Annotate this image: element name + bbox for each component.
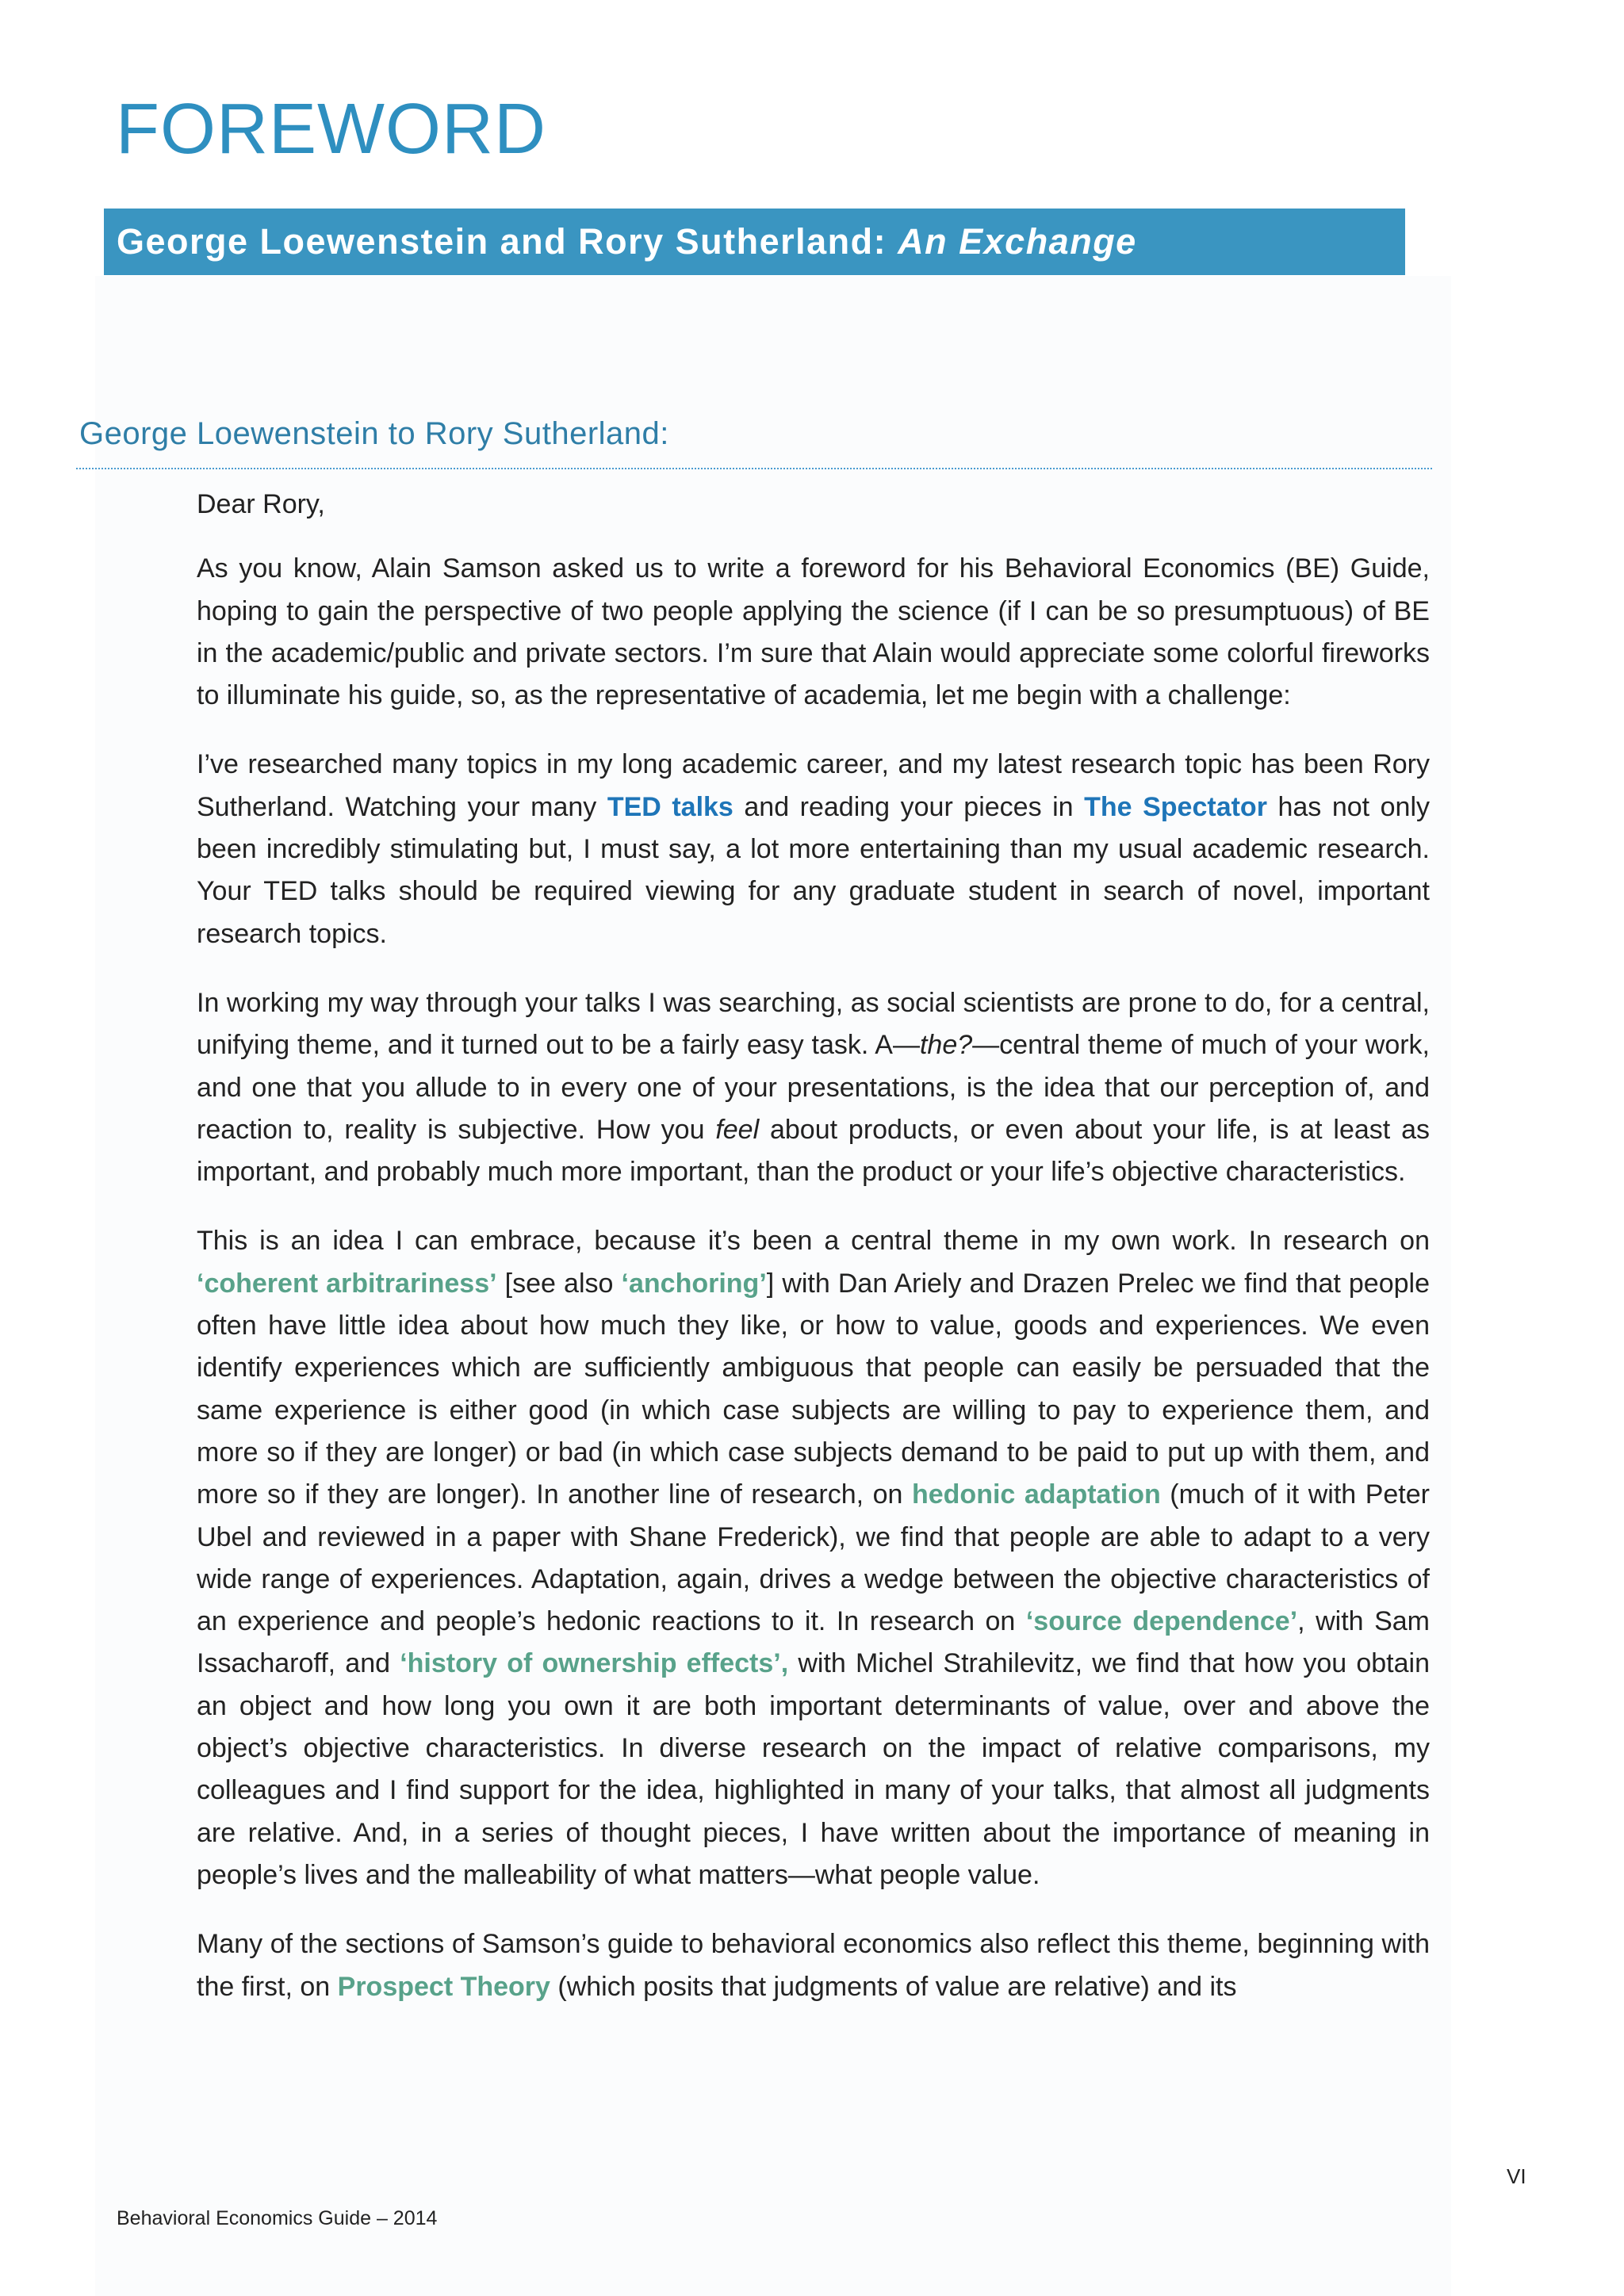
salutation: Dear Rory, <box>197 489 325 519</box>
page-title: FOREWORD <box>116 90 546 169</box>
paragraph-4-text: ] with Dan Ariely and Drazen Prelec we find that people often have little idea about how much they like, or how to value, goods and experiences. We even identify experiences which are sufficiently ambiguous that people can easily be persuaded that the same experience is either good (in which case subjects are willing to pay to experience them, and more so if they are longer) or bad (in which case subjects demand to be paid to put up with them, and more so if they are longer). In another line of research, on <box>197 1268 1430 1510</box>
history-of-ownership-effects-link[interactable]: ‘history of ownership effects’, <box>400 1648 789 1679</box>
paragraph-3-emphasis: the? <box>919 1030 973 1061</box>
paragraph-2-text: I’ve researched many topics in my long academic career, and my latest research topic has been Rory Sutherland. Watching your many <box>197 749 1430 822</box>
prospect-theory-link[interactable]: Prospect Theory <box>337 1971 550 2002</box>
section-divider <box>76 468 1432 469</box>
paragraph-5 <box>197 1923 1430 2008</box>
paragraph-5-text: (which posits that judgments of value are relative) and its <box>550 1971 1237 2002</box>
letter-body <box>197 484 1430 2035</box>
paragraph-3-text: —central theme of much of your work, and one that you allude to in every one of your presentations, is the idea that our perception of, and reaction to, reality is subjective. How you <box>197 1030 1430 1145</box>
paragraph-4 <box>197 1220 1430 1896</box>
source-dependence-link[interactable]: ‘source dependence’ <box>1025 1606 1298 1637</box>
coherent-arbitrariness-link[interactable]: ‘coherent arbitrariness’ <box>197 1268 497 1299</box>
paragraph-3-text: In working my way through your talks I was searching, as social scientists are prone to do, for a central, unifying theme, and it turned out to be a fairly easy task. A— <box>197 987 1430 1061</box>
anchoring-link[interactable]: ‘anchoring’ <box>621 1268 767 1299</box>
title-banner <box>104 209 1405 275</box>
banner-italic-text: An Exchange <box>898 221 1137 262</box>
paragraph-3-text: about products, or even about your life, is at least as important, and probably much more important, than the product or your life’s objective characteristics. <box>197 1114 1430 1188</box>
hedonic-adaptation-link[interactable]: hedonic adaptation <box>911 1479 1161 1510</box>
the-spectator-link[interactable]: The Spectator <box>1084 791 1267 822</box>
paragraph-2-text: has not only been incredibly stimulating but, I must say, a lot more entertaining than my usual academic research. Your TED talks should be required viewing for any graduate student in search of novel, important research topics. <box>197 791 1431 949</box>
paragraph-1: As you know, Alain Samson asked us to write a foreword for his Behavioral Economics (BE) Guide, hoping to gain the perspective of two people applying the science (if I can be so presumptuous) of BE in the academic/public and private sectors. I’m sure that Alain would appreciate some colorful fireworks to illuminate his guide, so, as the representative of academia, let me begin with a challenge: <box>197 553 1430 711</box>
section-heading: George Loewenstein to Rory Sutherland: <box>79 416 669 451</box>
paragraph-2 <box>197 744 1430 955</box>
paragraph-4-text: [see also <box>496 1268 622 1299</box>
paragraph-2-text: and reading your pieces in <box>733 791 1085 822</box>
page-number: VI <box>1507 2164 1526 2188</box>
ted-talks-link[interactable]: TED talks <box>607 791 733 822</box>
banner-main-text: George Loewenstein and Rory Sutherland: <box>117 221 898 262</box>
paragraph-5-text: Many of the sections of Samson’s guide to behavioral economics also reflect this theme, beginning with the first, on <box>197 1929 1430 2002</box>
footer-text: Behavioral Economics Guide – 2014 <box>117 2207 438 2229</box>
paragraph-4-text: with Michel Strahilevitz, we find that how you obtain an object and how long you own it are both important determinants of value, over and above the object’s objective characteristics. In diverse research on the impact of relative comparisons, my colleagues and I find support for the idea, highlighted in many of your talks, that almost all judgments are relative. And, in a series of thought pieces, I have written about the importance of meaning in people’s lives and the malleability of what matters—what people value. <box>197 1648 1430 1890</box>
paragraph-4-text: (much of it with Peter Ubel and reviewed in a paper with Shane Frederick), we find that people are able to adapt to a very wide range of experiences. Adaptation, again, drives a wedge between the objective characteristics of an experience and people’s hedonic reactions to it. In research on <box>197 1479 1430 1637</box>
banner-heading <box>117 221 1137 262</box>
paragraph-4-text: This is an idea I can embrace, because it’s been a central theme in my own work. In research on <box>197 1226 1430 1257</box>
paragraph-4-text: , with Sam Issacharoff, and <box>197 1606 1430 1679</box>
paragraph-3-emphasis: feel <box>715 1114 760 1145</box>
paragraph-3 <box>197 982 1430 1193</box>
